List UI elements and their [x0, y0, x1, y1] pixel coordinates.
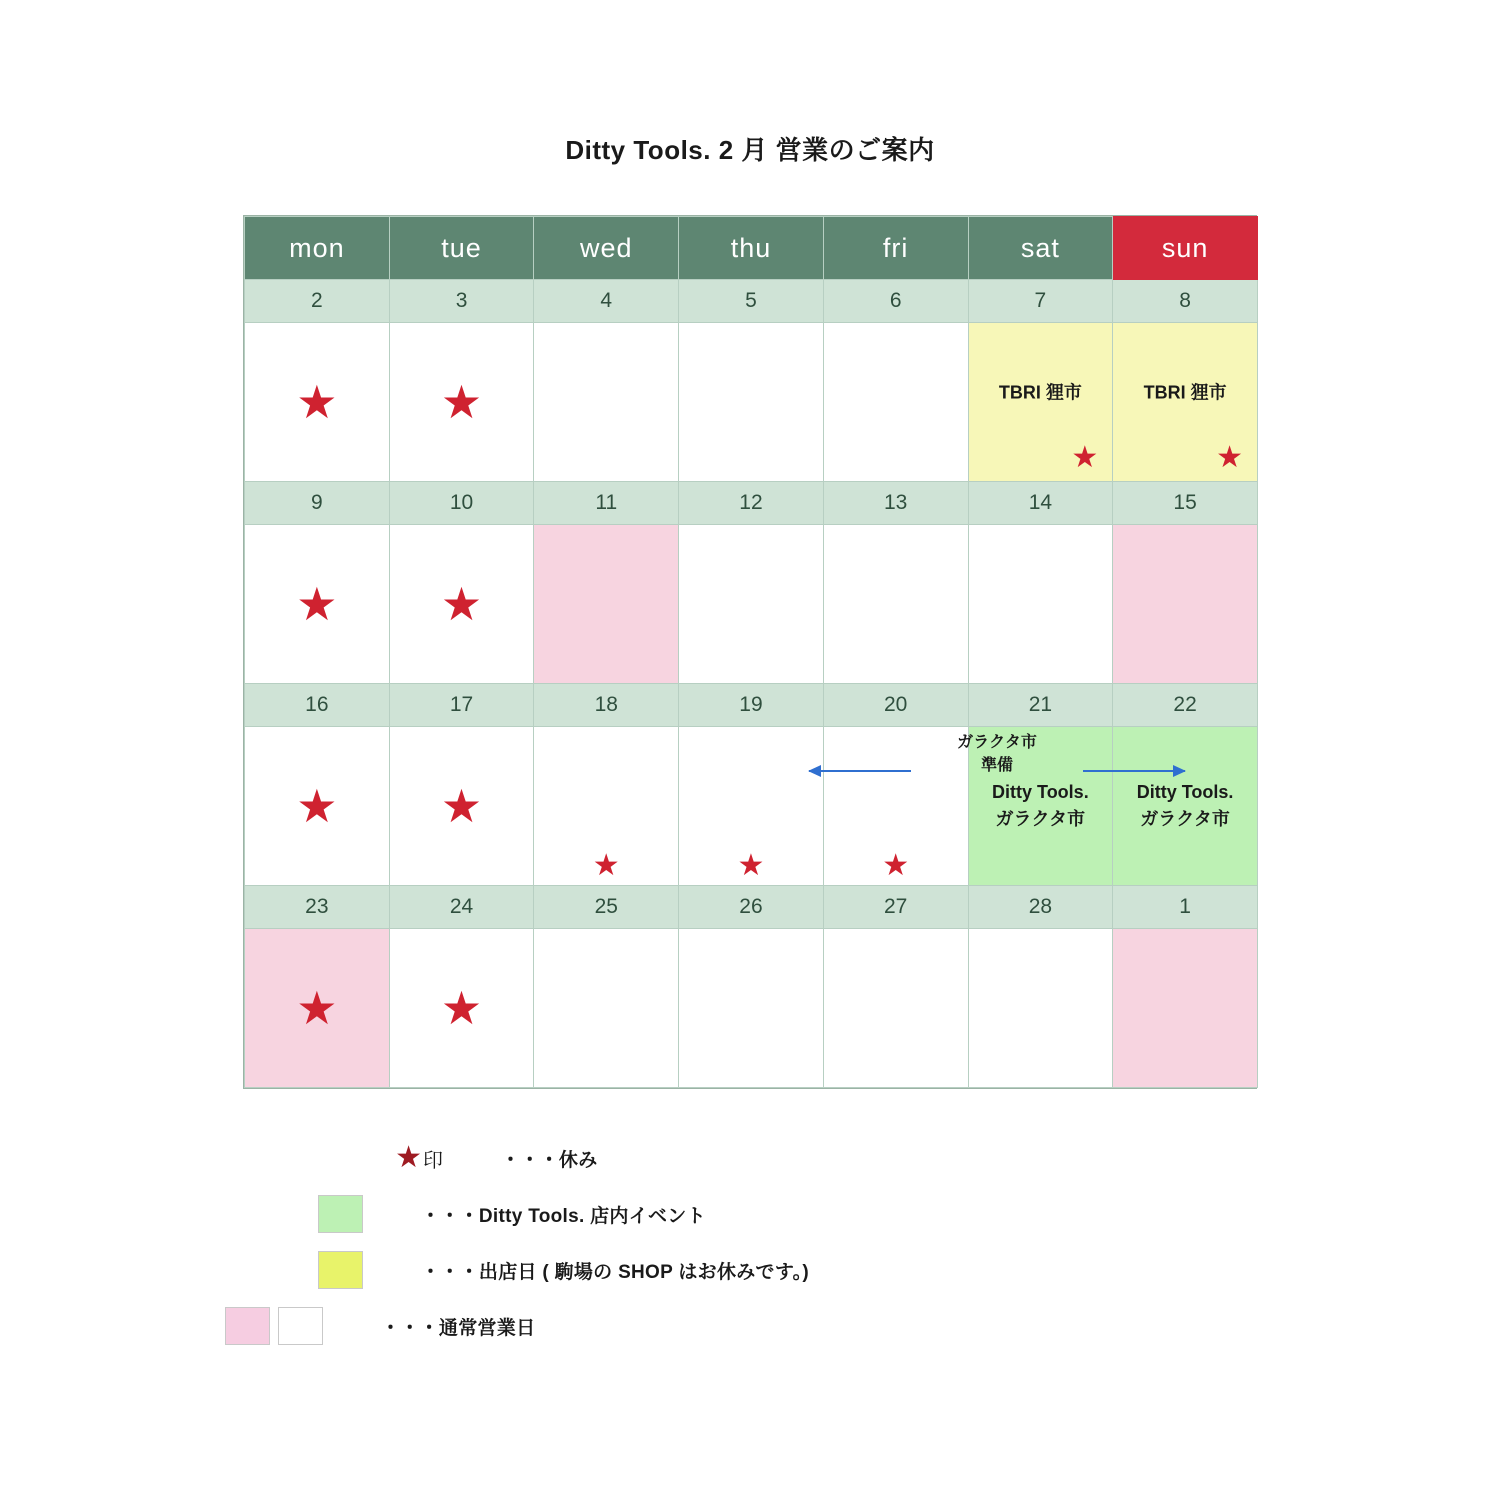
closed-star-icon: ★: [296, 376, 338, 428]
closed-star-icon: ★: [440, 982, 483, 1034]
week-1-date-row: [245, 280, 1258, 323]
day-cell: [1113, 525, 1258, 684]
day-cell: [534, 727, 679, 886]
date-label: 13: [823, 482, 968, 525]
day-cell-event: [968, 323, 1113, 482]
date-label: 9: [245, 482, 390, 525]
event-label: [1113, 779, 1257, 833]
legend-swatch-yellow: [318, 1251, 363, 1289]
holiday-star-icon: ★: [395, 1141, 422, 1174]
date-label: 3: [389, 280, 534, 323]
day-cell: [679, 525, 824, 684]
closed-star-icon: ★: [1071, 441, 1099, 474]
dow-header-fri: fri: [823, 217, 968, 280]
week-2-body-row: [245, 525, 1258, 684]
legend-key-green: [243, 1195, 363, 1233]
preparation-label-line2: 準備: [980, 757, 1013, 775]
calendar-header-row: [245, 217, 1258, 280]
date-label: 18: [534, 684, 679, 727]
date-label: 14: [968, 482, 1113, 525]
week-3-body-row: [245, 727, 1258, 886]
day-cell-event: [968, 727, 1113, 886]
day-cell: [245, 727, 390, 886]
event-label-line1: Ditty Tools.: [1136, 782, 1234, 802]
date-label: 12: [679, 482, 824, 525]
legend-text-regular-day: ・・・通常営業日: [381, 1317, 536, 1339]
date-label: 10: [389, 482, 534, 525]
week-3-date-row: [245, 684, 1258, 727]
date-label: 20: [823, 684, 968, 727]
day-cell: [679, 929, 824, 1088]
legend-swatch-green: [318, 1195, 363, 1233]
legend-star-suffix: 印: [423, 1149, 443, 1172]
day-cell: [534, 929, 679, 1088]
closed-star-icon: ★: [592, 849, 620, 882]
legend-text-holiday: ・・・休み: [501, 1149, 598, 1171]
date-label: 8: [1113, 280, 1258, 323]
date-label: 26: [679, 886, 824, 929]
day-cell: [968, 929, 1113, 1088]
dow-header-mon: mon: [245, 217, 390, 280]
dow-header-sun: sun: [1113, 217, 1258, 280]
dow-header-thu: thu: [679, 217, 824, 280]
date-label: 6: [823, 280, 968, 323]
closed-star-icon: ★: [296, 578, 338, 630]
day-cell-event: [1113, 323, 1258, 482]
legend-key-regular: [203, 1307, 323, 1345]
day-cell: [679, 727, 824, 886]
closed-star-icon: ★: [296, 780, 338, 832]
event-label-line2: ガラクタ市: [1140, 809, 1230, 829]
day-cell: [679, 323, 824, 482]
dow-header-wed: wed: [534, 217, 679, 280]
closed-star-icon: ★: [882, 849, 910, 882]
day-cell: [534, 525, 679, 684]
date-label: 11: [534, 482, 679, 525]
date-label: 7: [968, 280, 1113, 323]
legend-row-instore-event: [243, 1186, 1257, 1242]
event-label-line1: Ditty Tools.: [992, 782, 1089, 802]
day-cell: [245, 929, 390, 1088]
legend-key-star: [323, 1143, 443, 1173]
week-4-date-row: [245, 886, 1258, 929]
legend: [243, 1130, 1257, 1354]
event-label: [969, 779, 1113, 833]
closed-star-icon: ★: [1216, 441, 1243, 474]
day-cell: [823, 525, 968, 684]
legend-row-holiday: [243, 1130, 1257, 1186]
date-label: 24: [389, 886, 534, 929]
week-1-body-row: [245, 323, 1258, 482]
date-label: 21: [968, 684, 1113, 727]
event-label: TBRI 狸市: [998, 382, 1082, 403]
closed-star-icon: ★: [440, 780, 483, 832]
date-label: 16: [245, 684, 390, 727]
week-2-date-row: [245, 482, 1258, 525]
date-label: 28: [968, 886, 1113, 929]
day-cell: [245, 323, 390, 482]
day-cell: [534, 323, 679, 482]
closed-star-icon: ★: [737, 849, 765, 882]
date-label: 1: [1113, 886, 1258, 929]
legend-text-popup-day: ・・・出店日 ( 駒場の SHOP はお休みです。): [421, 1261, 810, 1283]
calendar-table: [243, 215, 1257, 1089]
dow-header-sat: sat: [968, 217, 1113, 280]
day-cell: [823, 727, 968, 886]
legend-row-regular-day: [243, 1298, 1257, 1354]
page-title: Ditty Tools. 2 月 営業のご案内: [565, 135, 935, 165]
legend-swatch-pink: [225, 1307, 270, 1345]
closed-star-icon: ★: [440, 578, 483, 630]
date-label: 23: [245, 886, 390, 929]
day-cell: [1113, 929, 1258, 1088]
legend-text-instore-event: ・・・Ditty Tools. 店内イベント: [421, 1205, 706, 1227]
event-label-line2: ガラクタ市: [995, 809, 1086, 829]
day-cell: [389, 727, 534, 886]
day-cell: [823, 929, 968, 1088]
date-label: 2: [245, 280, 390, 323]
date-label: 4: [534, 280, 679, 323]
day-cell: [389, 323, 534, 482]
date-label: 25: [534, 886, 679, 929]
day-cell-event: [1113, 727, 1258, 886]
date-label: 27: [823, 886, 968, 929]
date-label: 17: [389, 684, 534, 727]
date-label: 22: [1113, 684, 1258, 727]
closed-star-icon: ★: [296, 982, 338, 1034]
date-label: 19: [679, 684, 824, 727]
legend-swatch-white: [278, 1307, 323, 1345]
legend-key-yellow: [243, 1251, 363, 1289]
week-4-body-row: [245, 929, 1258, 1088]
dow-header-tue: tue: [389, 217, 534, 280]
date-label: 5: [679, 280, 824, 323]
day-cell: [389, 929, 534, 1088]
day-cell: [968, 525, 1113, 684]
date-label: 15: [1113, 482, 1258, 525]
closed-star-icon: ★: [440, 376, 483, 428]
day-cell: [245, 525, 390, 684]
preparation-label-line1: ガラクタ市: [957, 734, 1037, 751]
event-label: TBRI 狸市: [1143, 382, 1227, 403]
day-cell: [389, 525, 534, 684]
day-cell: [823, 323, 968, 482]
legend-row-popup-day: [243, 1242, 1257, 1298]
